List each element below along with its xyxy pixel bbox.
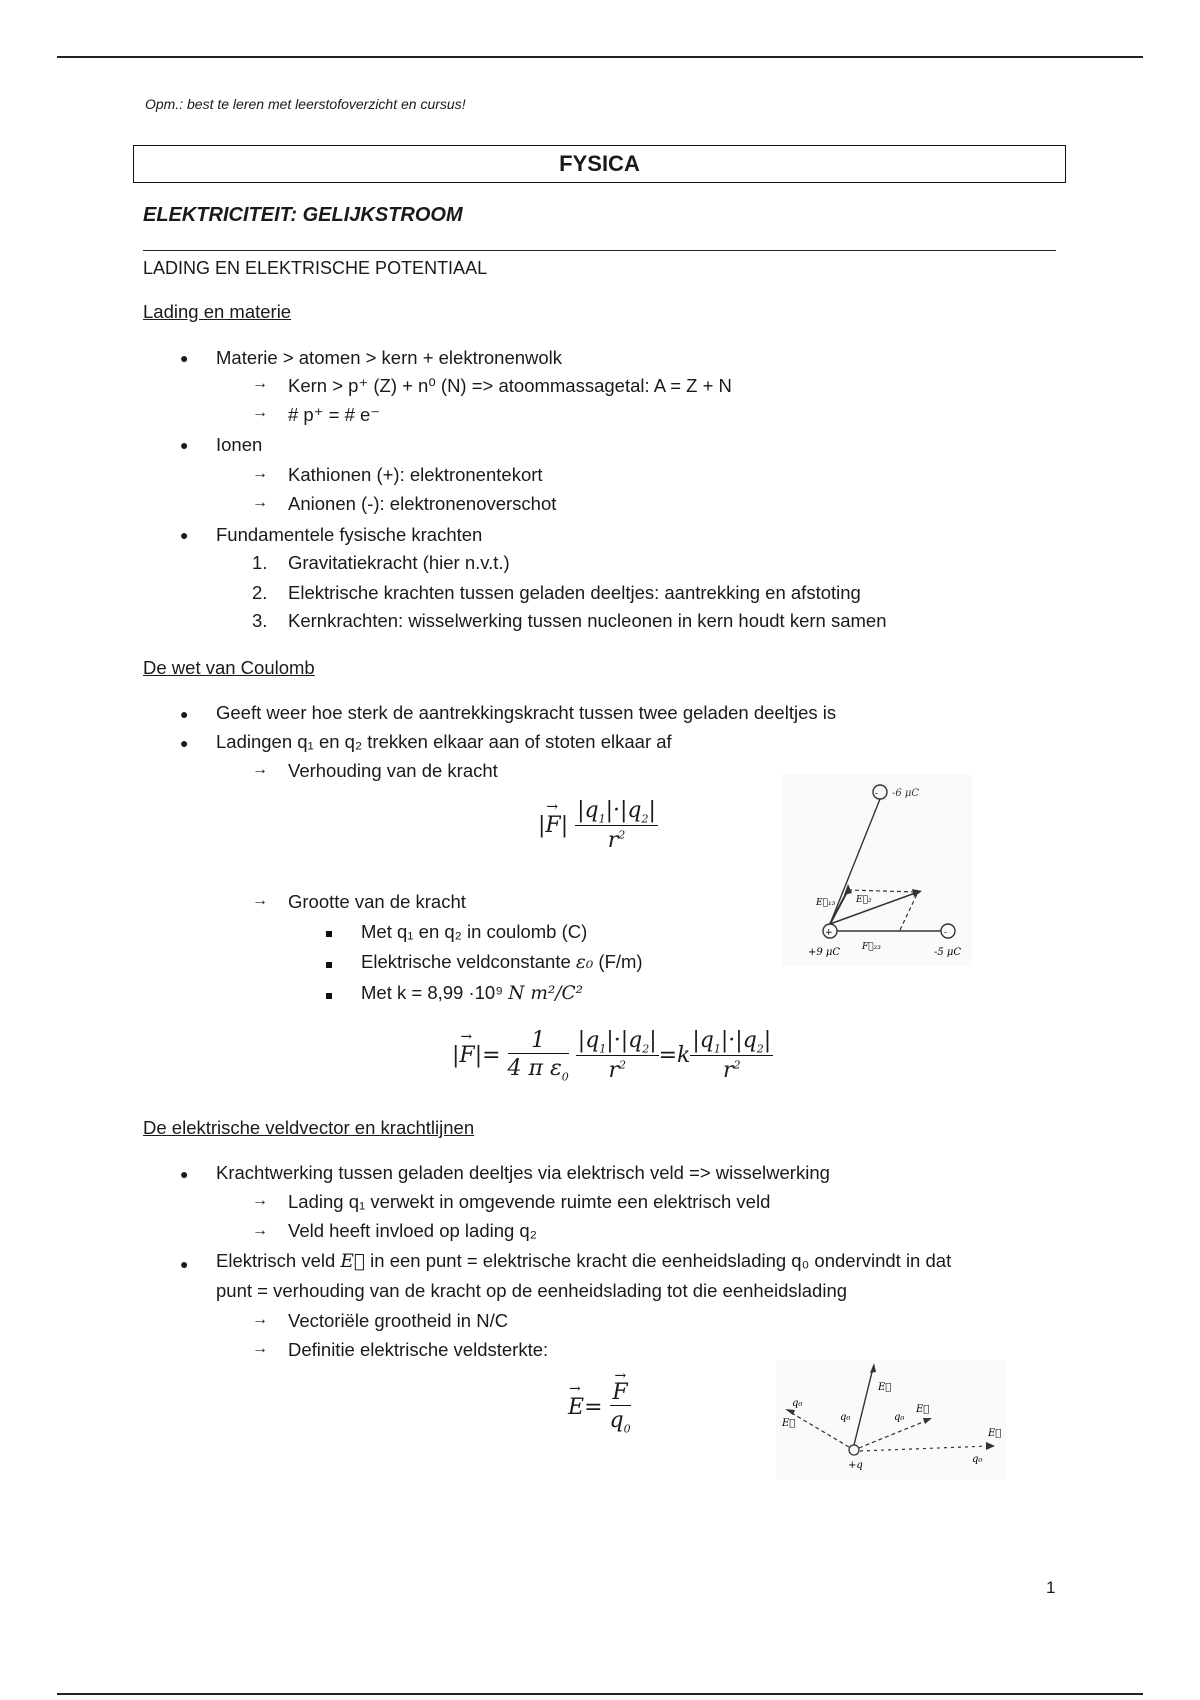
chapter-heading: ELEKTRICITEIT: GELIJKSTROOM (143, 204, 463, 226)
note-text: Opm.: best te leren met leerstofoverzicht en cursus! (145, 96, 466, 112)
list-number: 3. (252, 610, 268, 631)
list-item: Elektrische veldconstante ε₀ (F/m) (361, 951, 643, 973)
source-charge-label: +q (848, 1460, 863, 1471)
list-item: Veld heeft invloed op lading q₂ (288, 1220, 537, 1241)
arrow-icon: → (252, 494, 268, 511)
list-item: Elektrische krachten tussen geladen deeltjes: aantrekking en afstoting (288, 582, 861, 603)
test-charge-label: q₀ (972, 1454, 983, 1465)
test-charge-label: q₀ (840, 1412, 851, 1423)
vector-label-e1: E⃗₁₃ (816, 898, 836, 908)
subheading-lading-en-materie: Lading en materie (143, 301, 292, 322)
bullet-icon: ● (180, 706, 189, 722)
bullet-icon: ● (180, 1166, 189, 1182)
list-item: Ladingen q₁ en q₂ trekken elkaar aan of stoten elkaar af (216, 731, 672, 752)
charge-label-top: -6 μC (892, 788, 920, 799)
list-item: # p⁺ = # e⁻ (288, 404, 381, 425)
vector-label-f23: F⃗₂₃ (862, 942, 881, 952)
list-item: Ionen (216, 434, 263, 455)
square-bullet-icon (326, 931, 332, 937)
svg-text:+: + (825, 928, 833, 938)
arrow-icon: → (252, 1222, 268, 1239)
top-rule (57, 56, 1143, 58)
square-bullet-icon (326, 993, 332, 999)
section-rule (143, 250, 1056, 251)
list-item: punt = verhouding van de kracht op de eenheidslading tot die eenheidslading (216, 1280, 848, 1301)
arrow-icon: → (252, 375, 268, 392)
bullet-icon: ● (180, 735, 189, 751)
bullet-icon: ● (180, 350, 189, 366)
page-title: FYSICA (133, 145, 1066, 183)
list-item: Definitie elektrische veldsterkte: (288, 1339, 549, 1360)
arrow-icon: → (252, 1311, 268, 1328)
list-number: 2. (252, 582, 268, 603)
list-number: 1. (252, 552, 268, 573)
charge-label-left: +9 μC (808, 947, 841, 958)
svg-text:-: - (944, 928, 948, 938)
coulomb-ratio-formula: |F → | $\frac{|q_1|\cdot|q_2|}{r^2}$ (538, 798, 656, 854)
coulomb-force-diagram (782, 774, 972, 966)
bullet-icon: ● (180, 1256, 189, 1272)
test-charge-label: q₀ (792, 1398, 803, 1409)
field-vector-label: E⃗ (988, 1428, 1002, 1439)
subheading-wet-van-coulomb: De wet van Coulomb (143, 657, 315, 678)
list-item: Kathionen (+): elektronentekort (288, 464, 543, 485)
list-item: Verhouding van de kracht (288, 760, 498, 781)
field-vector-label: E⃗ (916, 1404, 930, 1415)
list-item: Met q₁ en q₂ in coulomb (C) (361, 921, 588, 942)
list-item: Materie > atomen > kern + elektronenwolk (216, 347, 563, 368)
list-item: Met k = 8,99 ·10⁹ N m²/C² (361, 982, 584, 1004)
page-number: 1 (1046, 1578, 1056, 1597)
list-item: Grootte van de kracht (288, 891, 466, 912)
arrow-icon: → (252, 1192, 268, 1209)
subheading-veldvector: De elektrische veldvector en krachtlijnen (143, 1117, 475, 1138)
arrow-icon: → (252, 761, 268, 778)
svg-text:-: - (875, 789, 879, 799)
coulomb-law-formula: |F → |= $\frac{1}{4 \pi \varepsilon_0}$ $\frac{|q_1|\cdot|q_2|}{r^2}$ =k $\frac{|q_1|\cdot|q_2|}{r^2}$ (452, 1028, 772, 1084)
list-item: Krachtwerking tussen geladen deeltjes via elektrisch veld => wisselwerking (216, 1162, 830, 1183)
list-item: Vectoriële grootheid in N/C (288, 1310, 509, 1331)
arrow-icon: → (252, 465, 268, 482)
list-item: Gravitatiekracht (hier n.v.t.) (288, 552, 510, 573)
section-heading: LADING EN ELEKTRISCHE POTENTIAAL (143, 258, 488, 278)
test-charge-label: q₀ (894, 1412, 905, 1423)
list-item: Kernkrachten: wisselwerking tussen nucleonen in kern houdt kern samen (288, 610, 887, 631)
electric-field-diagram (776, 1360, 1006, 1480)
list-item: Kern > p⁺ (Z) + n⁰ (N) => atoommassagetal: A = Z + N (288, 375, 732, 396)
list-item: Geeft weer hoe sterk de aantrekkingskracht tussen twee geladen deeltjes is (216, 702, 837, 723)
bullet-icon: ● (180, 437, 189, 453)
charge-label-right: -5 μC (934, 947, 962, 958)
arrow-icon: → (252, 1340, 268, 1357)
bottom-rule (57, 1693, 1143, 1695)
field-vector-label: E⃗ (782, 1418, 796, 1429)
bullet-icon: ● (180, 527, 189, 543)
list-item: Elektrisch veld E⃗ in een punt = elektrische kracht die eenheidslading q₀ ondervindt in dat (216, 1250, 952, 1272)
vector-label-e2: E⃗₂ (856, 895, 872, 905)
field-vector-label: E⃗ (878, 1382, 892, 1393)
field-strength-formula: E → = F → $q_0$ (568, 1368, 631, 1436)
list-item: Lading q₁ verwekt in omgevende ruimte een elektrisch veld (288, 1191, 771, 1212)
list-item: Anionen (-): elektronenoverschot (288, 493, 557, 514)
arrow-icon: → (252, 404, 268, 421)
arrow-icon: → (252, 892, 268, 909)
square-bullet-icon (326, 962, 332, 968)
list-item: Fundamentele fysische krachten (216, 524, 483, 545)
